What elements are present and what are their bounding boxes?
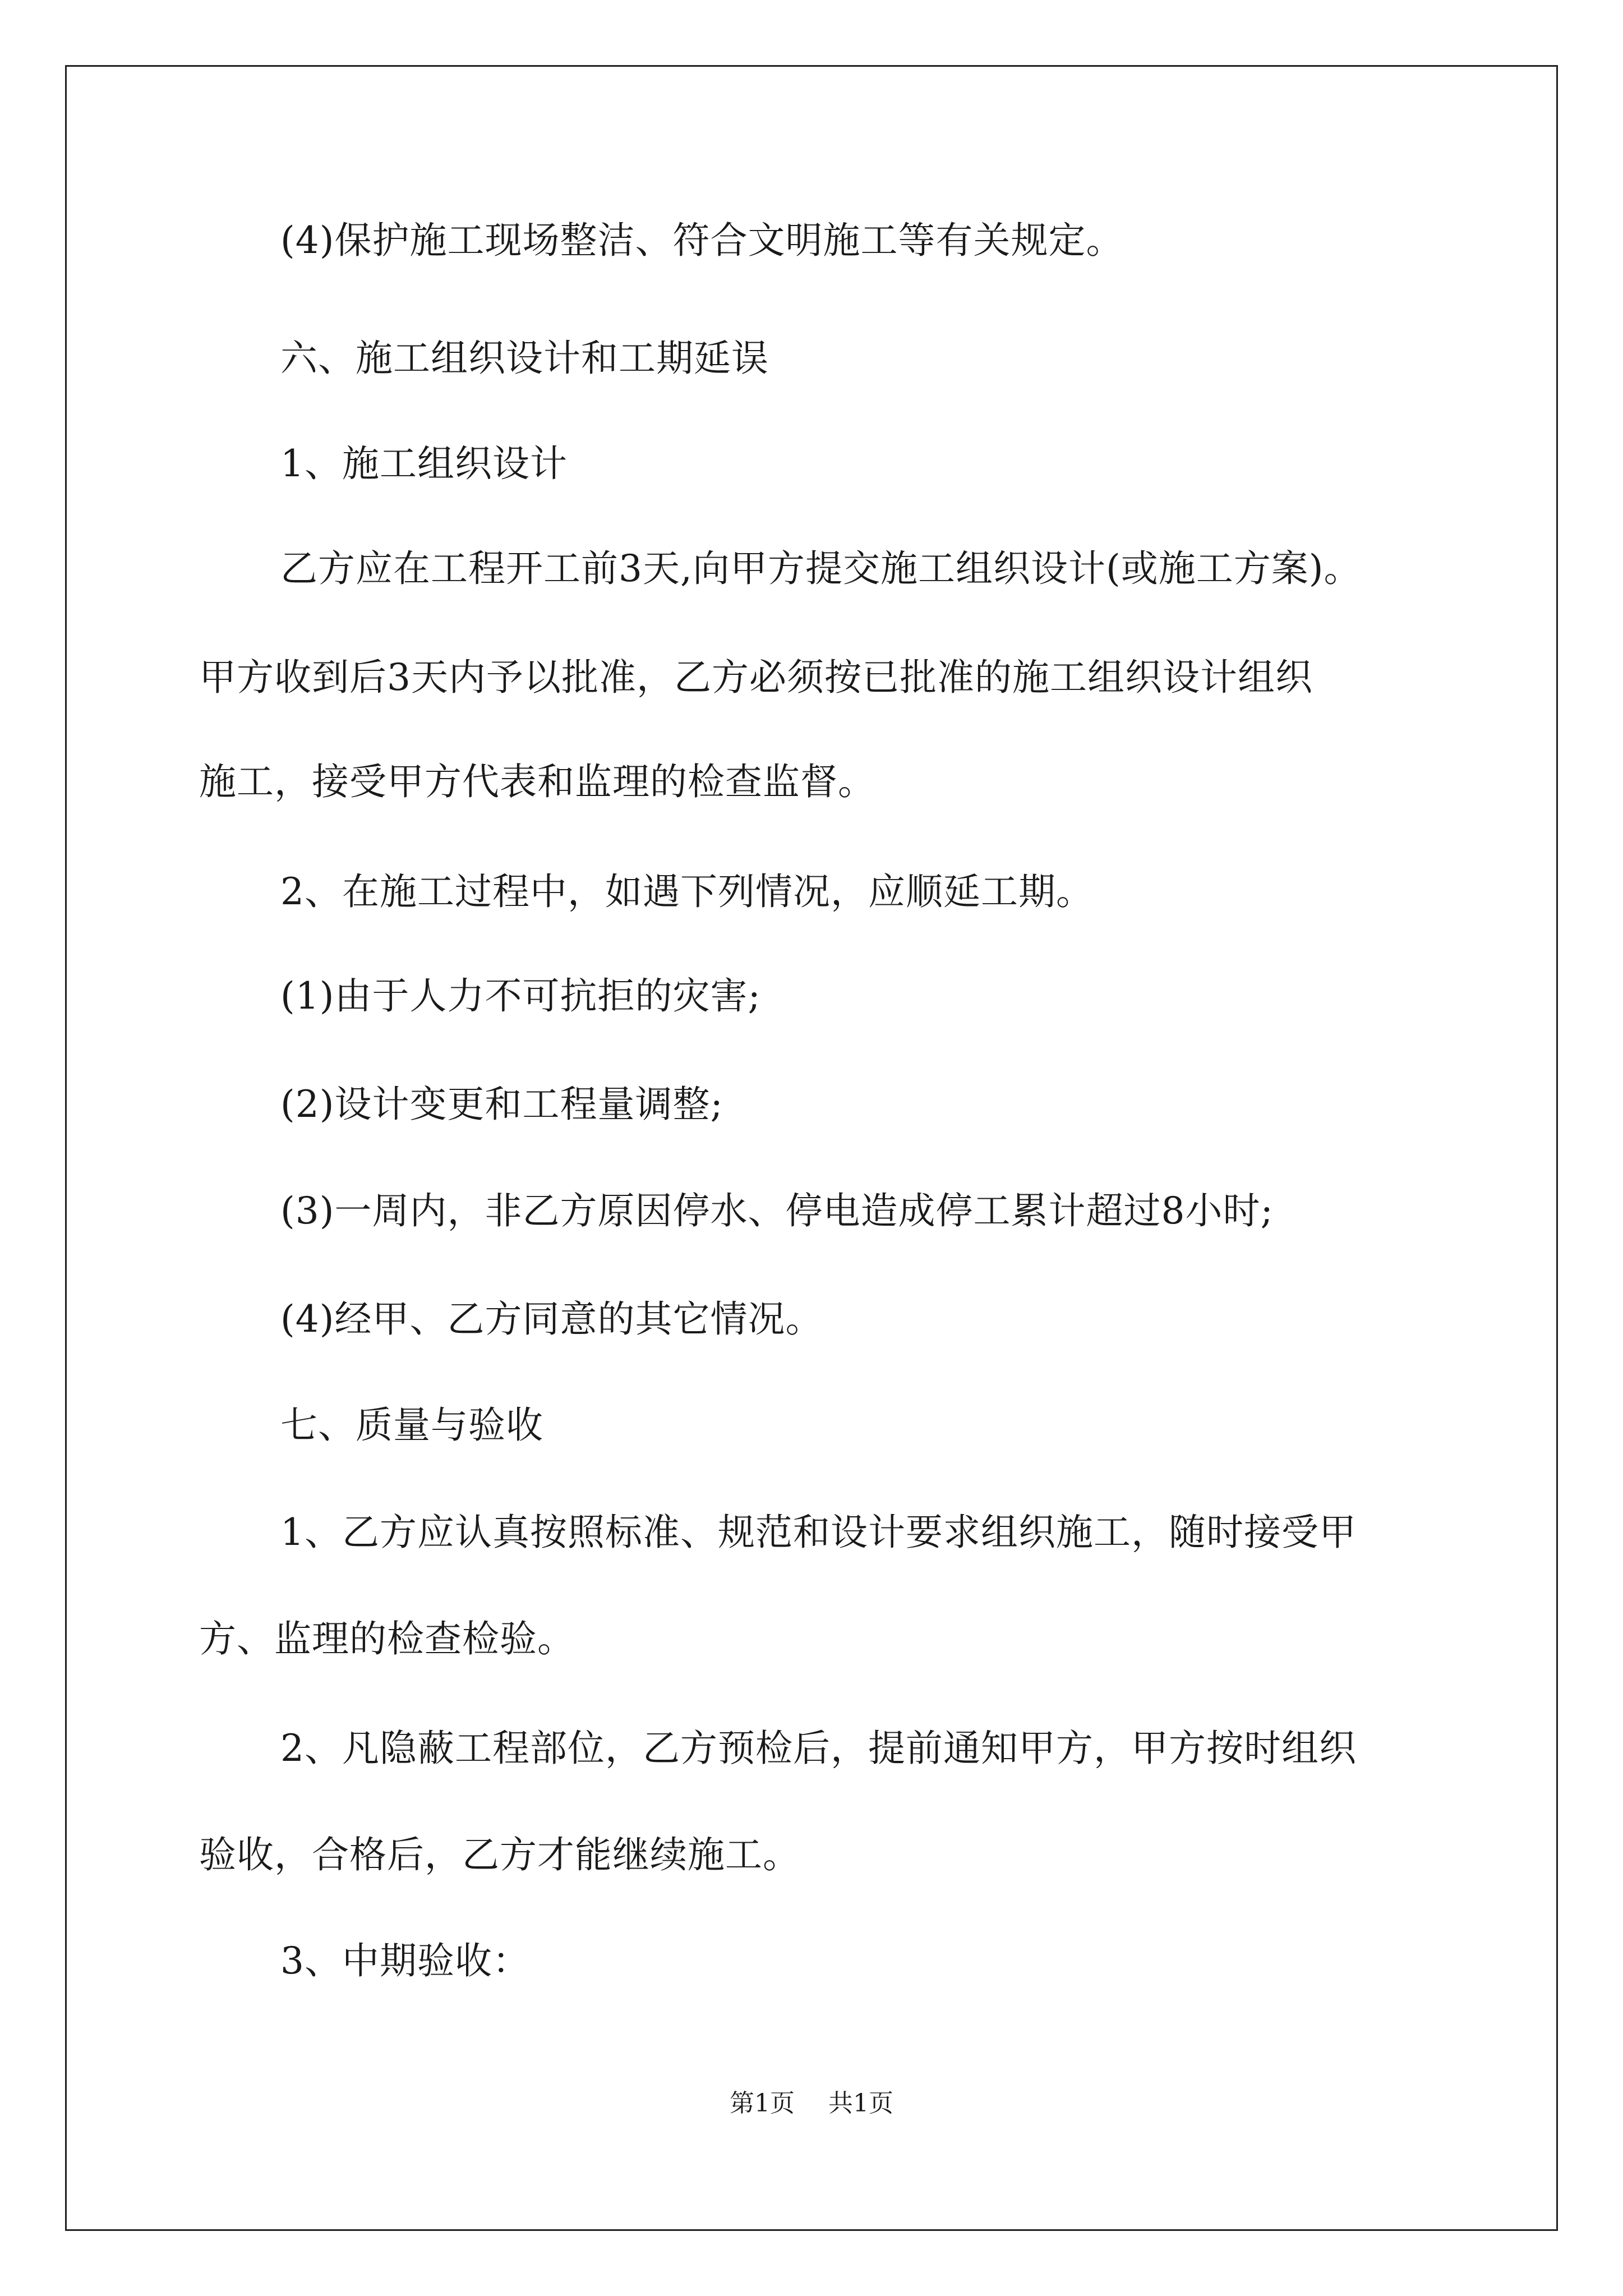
paragraph-line: 甲方收到后3天内予以批准，乙方必须按已批准的施工组织设计组织	[199, 656, 1313, 699]
paragraph-line: 3、中期验收：	[280, 1939, 530, 1982]
paragraph-line: 1、乙方应认真按照标准、规范和设计要求组织施工，随时接受甲	[280, 1511, 1357, 1554]
paragraph-line: 2、凡隐蔽工程部位，乙方预检后，提前通知甲方，甲方按时组织	[280, 1727, 1357, 1770]
section-heading: 六、施工组织设计和工期延误	[280, 337, 769, 380]
list-item: (1)由于人力不可抗拒的灾害;	[280, 974, 761, 1018]
list-item: (3)一周内，非乙方原因停水、停电造成停工累计超过8小时;	[280, 1189, 1274, 1232]
page-number: 第1页	[730, 2089, 795, 2118]
page-total: 共1页	[828, 2089, 893, 2118]
paragraph-line: (4)保护施工现场整洁、符合文明施工等有关规定。	[280, 219, 1124, 262]
list-item: (4)经甲、乙方同意的其它情况。	[280, 1297, 823, 1341]
section-heading: 七、质量与验收	[280, 1404, 543, 1447]
paragraph-line: 方、监理的检查检验。	[199, 1617, 575, 1660]
subsection-heading: 1、施工组织设计	[280, 442, 568, 485]
page-footer	[0, 2087, 1623, 2120]
page-border	[65, 65, 1558, 2231]
paragraph-line: 2、在施工过程中，如遇下列情况，应顺延工期。	[280, 870, 1094, 913]
paragraph-line: 乙方应在工程开工前3天,向甲方提交施工组织设计(或施工方案)。	[280, 547, 1362, 590]
paragraph-line: 施工，接受甲方代表和监理的检查监督。	[199, 760, 875, 803]
list-item: (2)设计变更和工程量调整;	[280, 1083, 723, 1126]
paragraph-line: 验收，合格后，乙方才能继续施工。	[199, 1833, 800, 1876]
